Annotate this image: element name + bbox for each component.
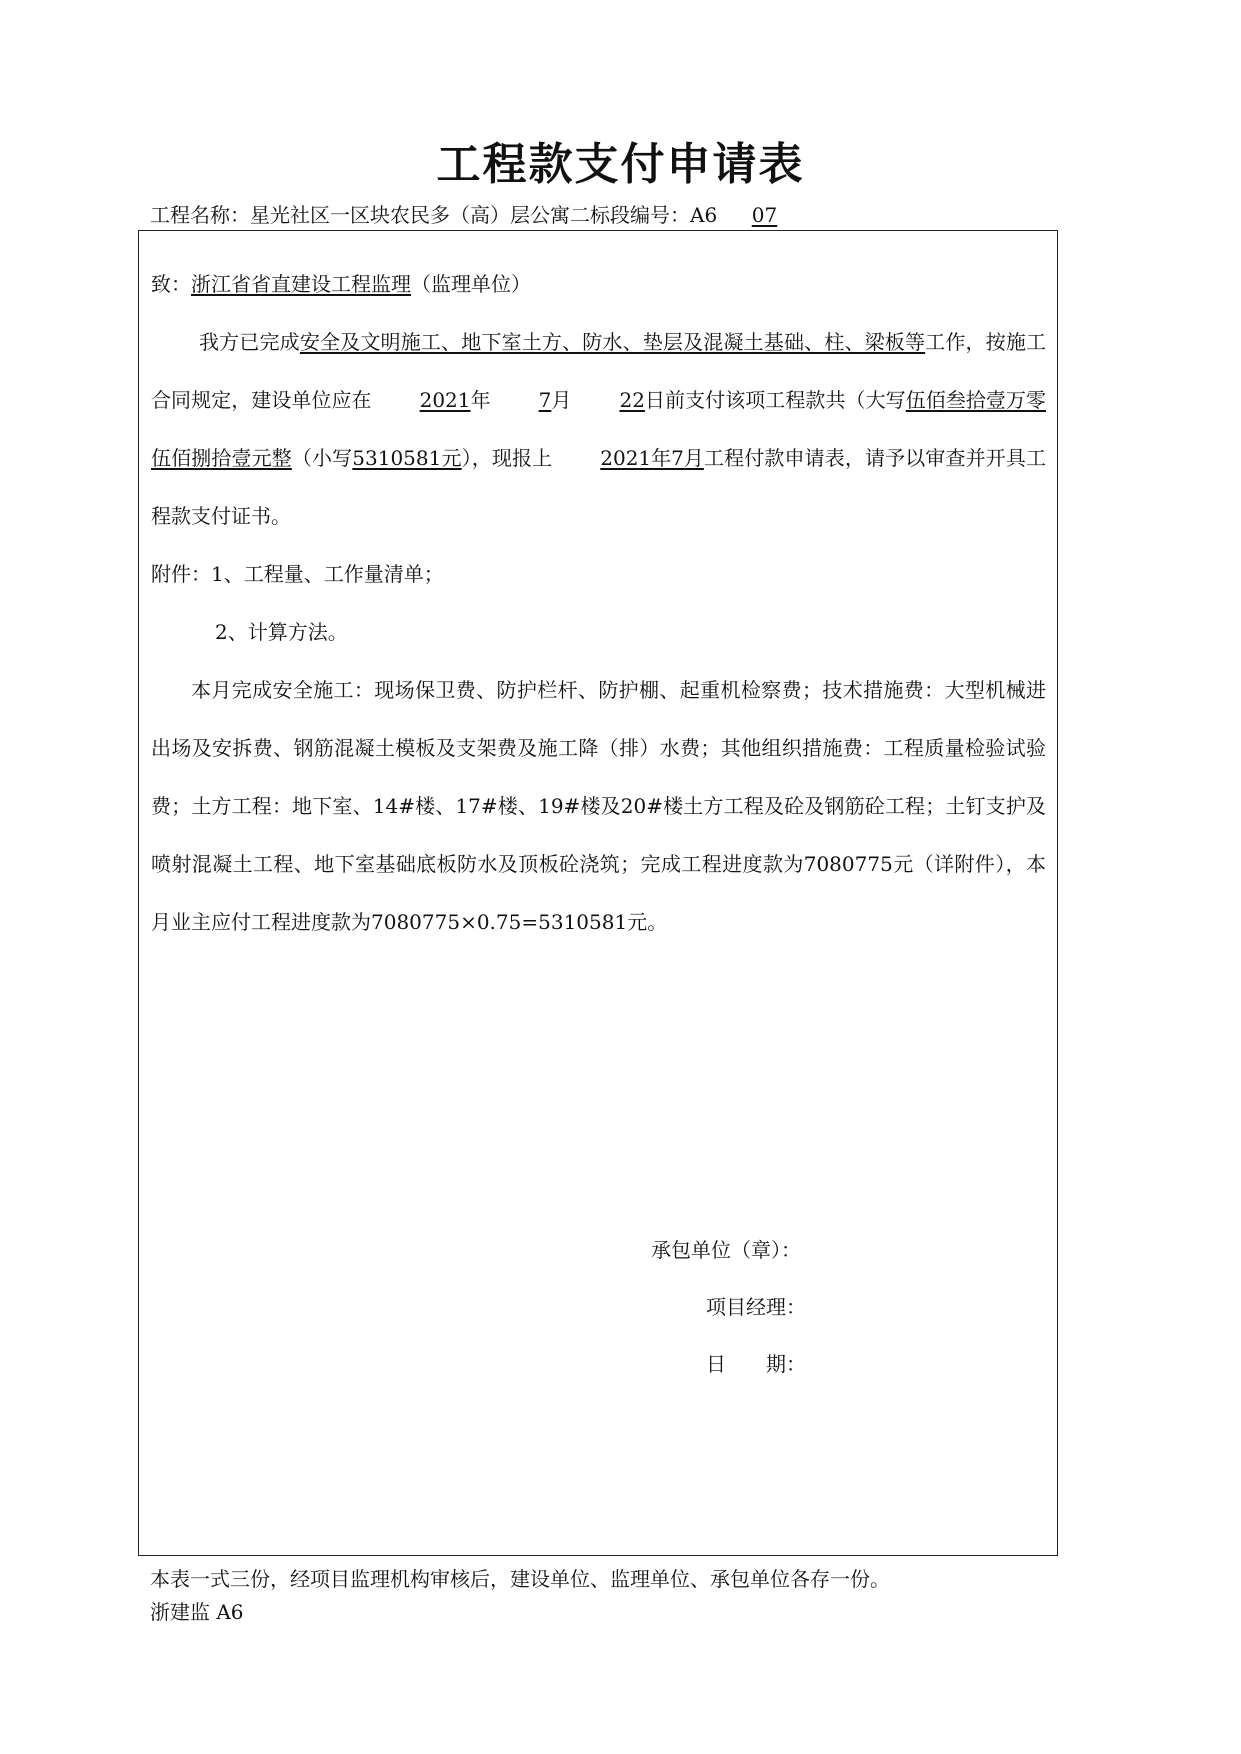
to-prefix: 致： [151, 272, 191, 296]
p1-contract: 工作，按施工合同规定，建设单位应在 [151, 330, 1047, 412]
code-label: 编号： [630, 203, 690, 227]
year-unit: 年 [470, 388, 491, 412]
form-title: 工程款支付申请表 [436, 139, 805, 190]
p1-lower-intro: （小写 [291, 446, 353, 470]
p1-intro: 我方已完成 [199, 330, 300, 354]
p1-submit: ），现报上 [461, 446, 553, 470]
work-description: 本月完成安全施工：现场保卫费、防护栏杆、防护棚、起重机检察费；技术措施费：大型机械进出场及安拆费、钢筋混凝土模板及支架费及施工降（排）水费；其他组织措施费：工程质量检验试验费；土方工程：地下室、14#楼、17#楼、19#楼及20#楼土方工程及砼及钢筋砼工程；土钉支护及喷射混凝土工程、地下室基础底板防水及顶板砼浇筑；完成工程进度款为7080775元（详附件），本月业主应付工程进度款为7080775×0.75=5310581元。 [151, 678, 1046, 934]
application-box [138, 230, 1058, 1556]
project-manager-label: 项目经理： [706, 1295, 806, 1319]
pay-day: 22 [619, 388, 645, 412]
payment-paragraph [151, 313, 1046, 545]
p1-amount-intro: 日前支付该项工程款共（大写 [644, 388, 906, 412]
attachment-2: 2、计算方法。 [215, 620, 348, 644]
project-header [150, 199, 777, 228]
date-label: 日 期： [706, 1352, 806, 1376]
copies-note: 本表一式三份，经项目监理机构审核后，建设单位、监理单位、承包单位各存一份。 [150, 1567, 890, 1591]
recipient-line [151, 255, 1046, 313]
completed-work: 安全及文明施工、地下室土方、防水、垫层及混凝土基础、柱、梁板等 [299, 330, 926, 354]
project-label: 工程名称： [150, 203, 250, 227]
pay-year: 2021 [419, 388, 471, 412]
amount-lower: 5310581元 [352, 446, 462, 470]
amount-upper: 伍佰叁拾壹万零伍佰捌拾壹元整 [151, 388, 1047, 470]
form-code: 浙建监 A6 [150, 1600, 244, 1624]
project-name: 星光社区一区块农民多（高）层公寓二标段 [250, 203, 630, 227]
attachment-1: 附件：1、工程量、工作量清单； [151, 562, 444, 586]
application-content [151, 255, 1046, 951]
pay-month: 7 [538, 388, 552, 412]
code-number: 07 [751, 203, 778, 227]
to-suffix: （监理单位） [411, 272, 531, 296]
code-prefix: A6 [690, 203, 718, 227]
p1-request: 工程付款申请表，请予以审查并开具工程款支付证书。 [151, 446, 1047, 528]
month-unit: 月 [551, 388, 572, 412]
supervisor-name: 浙江省省直建设工程监理 [191, 272, 411, 296]
pay-period: 2021年7月 [600, 446, 704, 470]
contractor-seal-label: 承包单位（章）： [651, 1238, 801, 1262]
